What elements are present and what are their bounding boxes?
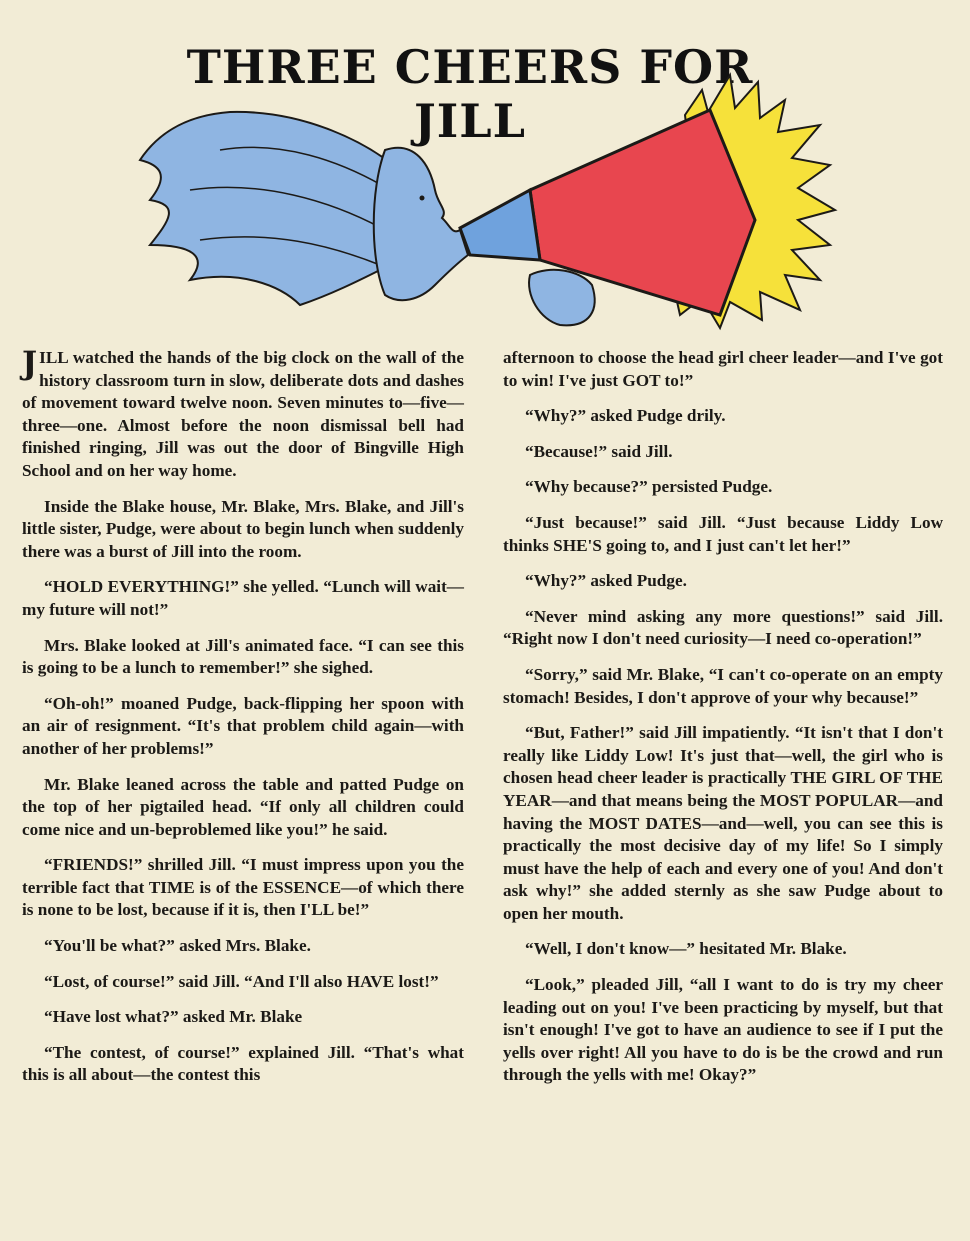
paragraph: Mrs. Blake looked at Jill's animated face. “I can see this is going to be a lunch to remember!” she sighed. bbox=[22, 635, 464, 678]
paragraph: “HOLD EVERYTHING!” she yelled. “Lunch will wait—my future will not!” bbox=[22, 577, 464, 619]
paragraph: “FRIENDS!” shrilled Jill. “I must impress upon you the terrible fact that TIME is of the ESSENCE—of which there is none to be lost, because if it is, then I'LL be!” bbox=[22, 855, 464, 920]
paragraph: “Why because?” persisted Pudge. bbox=[525, 477, 773, 497]
paragraph: “Sorry,” said Mr. Blake, “I can't co-operate on an empty stomach! Besides, I don't approve of your why because!” bbox=[503, 664, 943, 707]
paragraph: “Oh-oh!” moaned Pudge, back-flipping her spoon with an air of resignment. “It's that problem child again—with another of her problems!” bbox=[22, 693, 464, 758]
paragraph: “The contest, of course!” explained Jill. “That's what this is all about—the contest this bbox=[22, 1042, 464, 1085]
paragraph: “Look,” pleaded Jill, “all I want to do is try my cheer leading out on you! I've been practicing by myself, but that isn't enough! I've got to have an audience to see if I put the yells over right! All you have to do is be the crowd and run through the yells with me! Okay?” bbox=[503, 975, 943, 1085]
paragraph: “Just because!” said Jill. “Just because Liddy Low thinks SHE'S going to, and I just can't let her!” bbox=[503, 512, 943, 555]
drop-cap: J bbox=[22, 344, 38, 382]
paragraph: “But, Father!” said Jill impatiently. “It isn't that I don't really like Liddy Low! It's just that—well, the girl who is chosen head cheer leader is practically THE GIRL OF THE YEAR—and that means being the MOST POPULAR—and having the MOST DATES—and—well, you can see this is practically the most decisive day of my life! So I simply must have the help of each and every one of you! And don't ask why!” she added sternly as she saw Pudge about to open her mouth. bbox=[503, 723, 943, 923]
hand bbox=[529, 270, 595, 326]
paragraph: “Never mind asking any more questions!” said Jill. “Right now I don't need curiosity—I need co-operation!” bbox=[503, 606, 943, 649]
paragraph: “Have lost what?” asked Mr. Blake bbox=[44, 1007, 303, 1027]
megaphone-mouthpiece bbox=[460, 190, 540, 260]
story-column-left bbox=[22, 344, 464, 1100]
paragraph: “Well, I don't know—” hesitated Mr. Blake. bbox=[525, 939, 847, 959]
girl-with-megaphone-illustration bbox=[130, 70, 910, 345]
story-column-right bbox=[503, 347, 943, 1100]
paragraph: afternoon to choose the head girl cheer leader—and I've got to win! I've just GOT to!” bbox=[503, 348, 943, 390]
paragraph: “Why?” asked Pudge drily. bbox=[525, 406, 726, 426]
paragraph: “Lost, of course!” said Jill. “And I'll also HAVE lost!” bbox=[44, 971, 439, 991]
paragraph: JILL watched the hands of the big clock on the wall of the history classroom turn in slow, deliberate dots and dashes of movement toward twelve noon. Seven minutes to—five—three—one. Almost before the noon dismissal bell had finished ringing, Jill was out the door of Bingville High School and on her way home. bbox=[22, 344, 464, 480]
paragraph: “You'll be what?” asked Mrs. Blake. bbox=[44, 936, 311, 956]
paragraph: Inside the Blake house, Mr. Blake, Mrs. Blake, and Jill's little sister, Pudge, were about to begin lunch when suddenly there was a burst of Jill into the room. bbox=[22, 496, 464, 561]
face bbox=[374, 148, 468, 300]
hair bbox=[140, 112, 410, 305]
paragraph: “Because!” said Jill. bbox=[525, 441, 673, 461]
paragraph: Mr. Blake leaned across the table and patted Pudge on the top of her pigtailed head. “If only all children could come nice and un-beproblemed like you!” he said. bbox=[22, 774, 464, 839]
story-title: THREE CHEERS FOR JILL bbox=[186, 40, 754, 148]
paragraph: “Why?” asked Pudge. bbox=[525, 571, 687, 591]
